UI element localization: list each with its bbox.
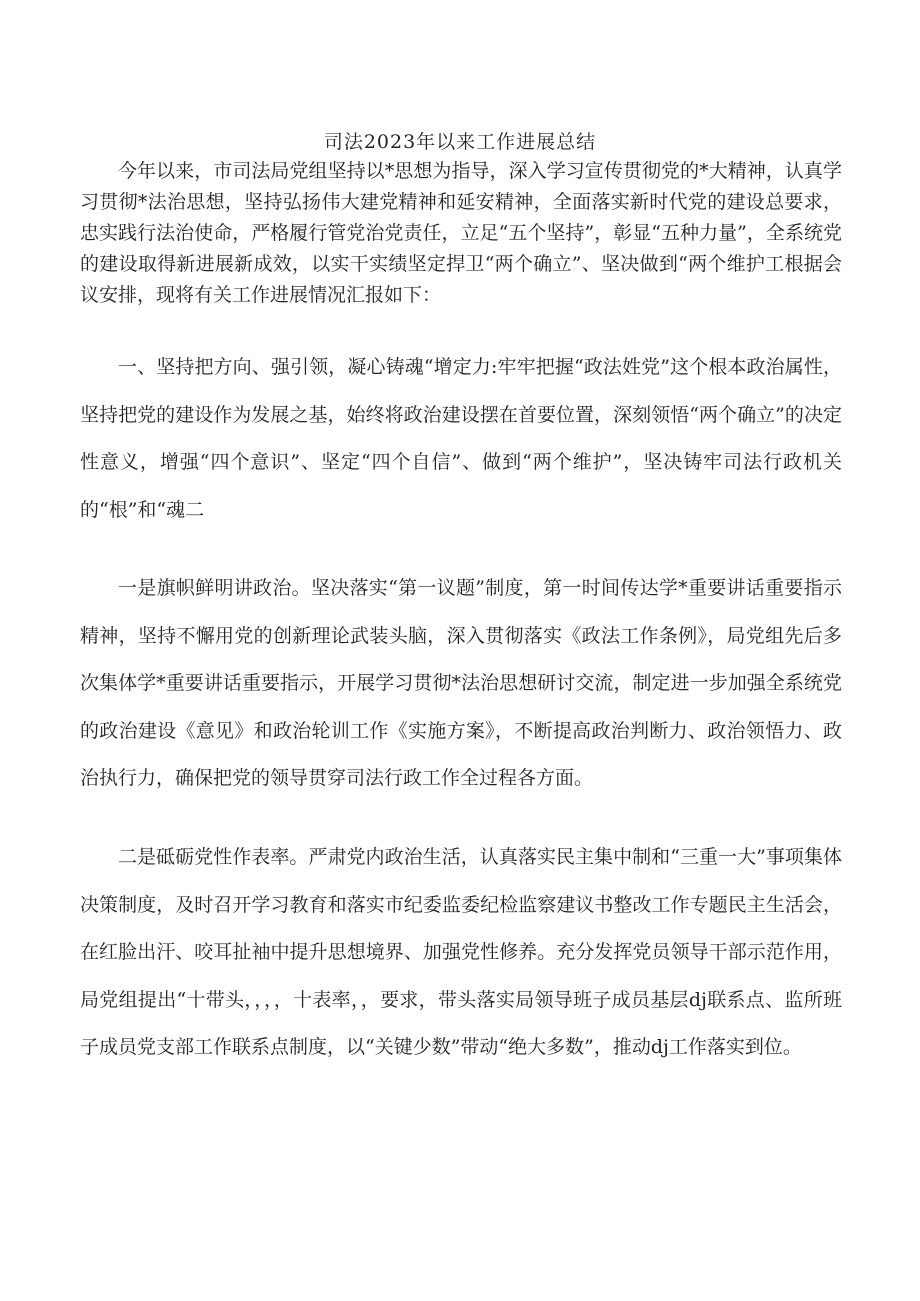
section-one-paragraph: 一、坚持把方向、强引领，凝心铸魂“增定力:牢牢把握“政法姓党”这个根本政治属性，坚持把党的建设作为发展之基，始终将政治建设摆在首要位置，深刻领悟“两个确立”的决定性意义，增强“四个意识”、坚定“四个自信”、做到“两个维护”，坚决铸牢司法行政机关的“根”和“魂二 [80, 356, 842, 521]
intro-paragraph: 今年以来，市司法局党组坚持以*思想为指导，深入学习宣传贯彻党的*大精神，认真学习贯彻*法治思想，坚持弘扬伟大建党精神和延安精神，全面落实新时代党的建设总要求，忠实践行法治使命，严格履行管党治党责任，立足“五个坚持”，彰显“五种力量”，全系统党的建设取得新进展新成效，以实干实绩坚定捍卫“两个确立”、坚决做到“两个维护工根据会议安排，现将有关工作进展情况汇报如下： [80, 160, 842, 306]
point-one-paragraph: 一是旗帜鲜明讲政治。坚决落实“第一议题”制度，第一时间传达学*重要讲话重要指示精神，坚持不懈用党的创新理论武装头脑，深入贯彻落实《政法工作条例》，局党组先后多次集体学*重要讲话重要指示，开展学习贯彻*法治思想研讨交流，制定进一步加强全系统党的政治建设《意见》和政治轮训工作《实施方案》，不断提高政治判断力、政治领悟力、政治执行力，确保把党的领导贯穿司法行政工作全过程各方面。 [80, 577, 842, 789]
document-title: 司法2023年以来工作进展总结 [323, 131, 597, 153]
point-two-paragraph: 二是砥砺党性作表率。严肃党内政治生活，认真落实民主集中制和“三重一大”事项集体决策制度，及时召开学习教育和落实市纪委监委纪检监察建议书整改工作专题民主生活会，在红脸出汗、咬耳扯袖中提升思想境界、加强党性修养。充分发挥党员领导干部示范作用，局党组提出“十带头，，，，十表率，，要求，带头落实局领导班子成员基层dj联系点、监所班子成员党支部工作联系点制度，以“关键少数”带动“绝大多数”，推动dj工作落实到位。 [80, 846, 842, 1058]
